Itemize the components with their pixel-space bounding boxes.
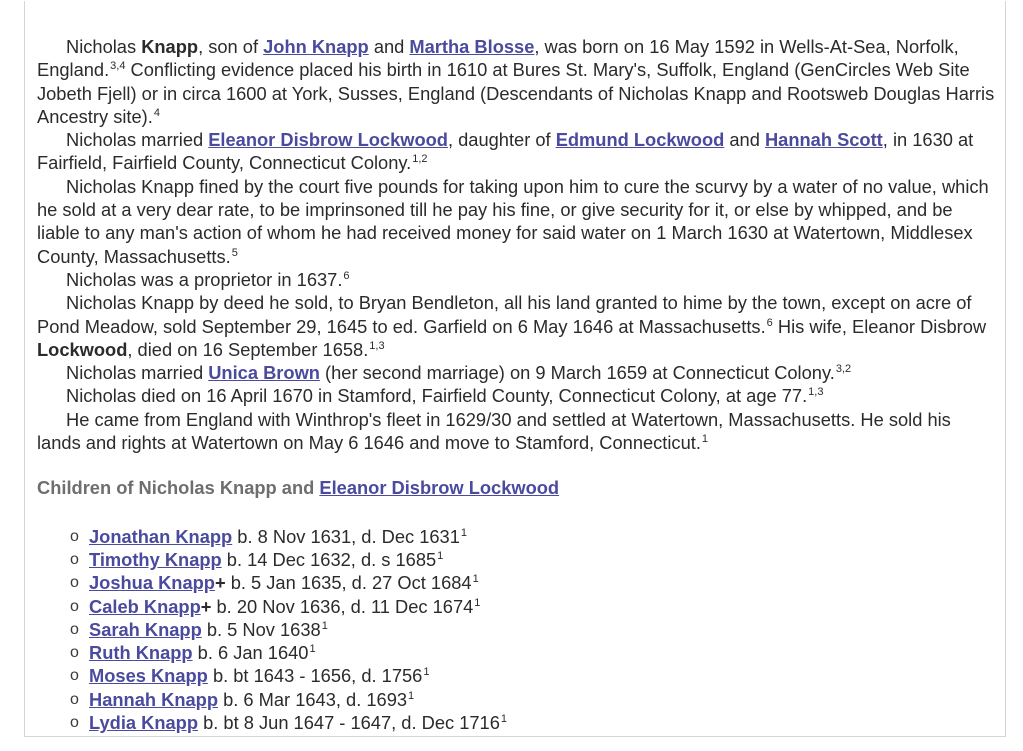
- bullet-icon: o: [70, 550, 79, 568]
- child-list-item: [37, 618, 999, 641]
- paragraph-fine: Nicholas Knapp fined by the court five pounds for taking upon him to cure the scurvy by a water of no value, which he sold at a very dear rate, to be imprinsoned till he pay his fine, or give security for it, or else by whipped, and be liable to any man's action of whom he had received money for said water on 1 March 1630 at Watertown, Middlesex County, Massachusetts.$^5$: [37, 175, 989, 267]
- bullet-icon: o: [70, 690, 79, 708]
- document-page: [24, 1, 1006, 737]
- bullet-icon: o: [70, 527, 79, 545]
- child-list-item: [37, 711, 999, 734]
- citation: 1,2: [412, 153, 428, 166]
- children-list: [37, 525, 999, 735]
- bullet-icon: o: [70, 667, 79, 685]
- link-mother[interactable]: Martha Blosse: [409, 36, 535, 57]
- child-list-item: [37, 595, 999, 618]
- citation: 6: [343, 269, 350, 282]
- document-content: [37, 35, 999, 734]
- citation: 3,4: [110, 60, 126, 73]
- child-list-item: [37, 571, 999, 594]
- child-details: b. 6 Mar 1643, d. 1693: [218, 688, 408, 710]
- child-link[interactable]: Lydia Knapp: [89, 712, 199, 734]
- child-list-item: [37, 688, 999, 711]
- link-hannah-scott[interactable]: Hannah Scott: [764, 129, 883, 151]
- citation: 1,3: [808, 386, 824, 399]
- child-list-item: [37, 664, 999, 687]
- paragraph-deed: Nicholas Knapp by deed he sold, to Bryan Bendleton, all his land granted to hime by the town, except on acre of Pond Meadow, sold September 29, 1645 to ed. Garfield on 6 May 1646 at Massachusetts.$^6$ His wife, Eleanor Disbrow Lockwood, died on 16 September 1658.$^{1,3}$: [37, 292, 987, 360]
- child-link[interactable]: Timothy Knapp: [89, 548, 222, 570]
- child-list-item: [37, 548, 999, 571]
- child-details: b. 14 Dec 1632, d. s 1685: [221, 548, 437, 570]
- link-children-mother[interactable]: Eleanor Disbrow Lockwood: [319, 477, 560, 499]
- citation: 1: [701, 433, 709, 446]
- paragraph-death: Nicholas died on 16 April 1670 in Stamford, Fairfield County, Connecticut Colony, at age 77.$^{1,3}$: [66, 385, 824, 407]
- link-edmund-lockwood[interactable]: Edmund Lockwood: [555, 129, 725, 151]
- child-link[interactable]: Jonathan Knapp: [89, 525, 233, 547]
- child-list-item: [37, 641, 999, 664]
- link-father[interactable]: John Knapp: [263, 36, 369, 57]
- child-link[interactable]: Moses Knapp: [89, 665, 208, 687]
- citation: 5: [231, 246, 238, 259]
- bullet-icon: o: [70, 620, 79, 638]
- citation: 1: [321, 619, 328, 632]
- child-details: b. 5 Jan 1635, d. 27 Oct 1684: [225, 572, 472, 594]
- citation: 3,2: [835, 363, 852, 376]
- citation: 1: [500, 713, 508, 726]
- child-link[interactable]: Hannah Knapp: [89, 688, 218, 710]
- child-link[interactable]: Joshua Knapp: [89, 572, 215, 594]
- bullet-icon: o: [70, 644, 79, 662]
- has-descendants-marker: +: [200, 595, 212, 617]
- paragraph-proprietor: Nicholas was a proprietor in 1637.$^6$: [66, 268, 350, 290]
- citation: 1,3: [369, 339, 385, 352]
- child-link[interactable]: Ruth Knapp: [89, 642, 193, 664]
- bullet-icon: o: [70, 714, 79, 732]
- citation: 1: [474, 596, 481, 609]
- citation: 1: [472, 573, 479, 586]
- child-link[interactable]: Caleb Knapp: [89, 595, 201, 617]
- child-list-item: [37, 525, 999, 548]
- paragraph-marriage-2: Nicholas married Unica Brown (her second marriage) on 9 March 1659 at Connecticut Colony.$^{3,2}$: [66, 362, 852, 384]
- child-details: b. bt 1643 - 1656, d. 1756: [207, 665, 423, 687]
- children-heading: Children of Nicholas Knapp and Eleanor Disbrow Lockwood: [37, 477, 560, 499]
- paragraph-emigration: He came from England with Winthrop's fleet in 1629/30 and settled at Watertown, Massachusetts. He sold his lands and rights at Watertown on May 6 1646 and move to Stamford, Connecticut.$^1$: [37, 408, 951, 454]
- citation: 1: [437, 549, 444, 562]
- has-descendants-marker: +: [214, 572, 226, 594]
- paragraph-marriage-1: Nicholas married Eleanor Disbrow Lockwood, daughter of Edmund Lockwood and Hannah Scott, in 1630 at Fairfield, Fairfield County, Connecticut Colony.$^{1,2}$: [37, 129, 974, 174]
- surname: Knapp: [141, 36, 199, 57]
- citation: 1: [309, 643, 316, 656]
- link-spouse-eleanor[interactable]: Eleanor Disbrow Lockwood: [208, 129, 448, 151]
- paragraph-birth: Nicholas Knapp, son of John Knapp and Martha Blosse, was born on 16 May 1592 in Wells-At-Sea, Norfolk, England.$^{3,4}$ Conflicting evidence placed his birth in 1610 at Bures St. Mary's, Suffolk, England (GenCircles Web Site Jobeth Fjell) or in circa 1600 at York, Susses, England (Descendants of Nicholas Knapp and Rootsweb Douglas Harris Ancestry site).$^4$: [37, 36, 995, 127]
- citation: 1: [460, 526, 467, 539]
- link-spouse-unica[interactable]: Unica Brown: [208, 362, 320, 384]
- child-details: b. 6 Jan 1640: [192, 642, 309, 664]
- child-link[interactable]: Sarah Knapp: [89, 618, 202, 640]
- child-details: b. 5 Nov 1638: [201, 618, 321, 640]
- bullet-icon: o: [70, 574, 79, 592]
- citation: 1: [408, 689, 415, 702]
- citation: 4: [153, 106, 160, 119]
- child-details: b. 20 Nov 1636, d. 11 Dec 1674: [211, 595, 474, 617]
- bullet-icon: o: [70, 597, 79, 615]
- child-details: b. 8 Nov 1631, d. Dec 1631: [232, 525, 460, 547]
- citation: 6: [766, 316, 773, 329]
- citation: 1: [423, 666, 430, 679]
- child-details: b. bt 8 Jun 1647 - 1647, d. Dec 1716: [198, 712, 500, 734]
